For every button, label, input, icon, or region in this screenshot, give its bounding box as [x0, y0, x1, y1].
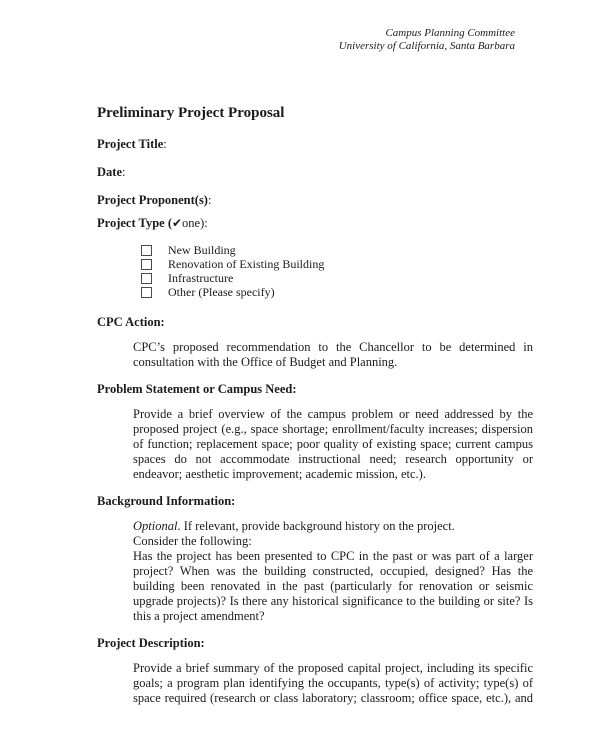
paragraph-text: Provide a brief overview of the campus problem or need addressed by the proposed project (e.g., space shortage; enrollment/faculty increases; dispersion of function; replacement space; poor quality of existing space; current campus spaces do not accommodate instructional need; research opportunity or endeavor; aesthetic improvement; academic mission, etc.).: [133, 407, 533, 481]
checkbox-label: Other (Please specify): [168, 285, 275, 299]
form-field: [97, 164, 533, 180]
field-colon: :: [207, 193, 212, 207]
field-colon: :: [122, 165, 126, 179]
section-list: [97, 315, 533, 706]
section-heading: Project Description:: [97, 636, 205, 650]
checkbox-icon[interactable]: [141, 259, 152, 270]
section-body: [97, 519, 533, 624]
paragraph: [133, 661, 533, 706]
paragraph: [133, 407, 533, 482]
letterhead-line2: University of California, Santa Barbara: [338, 40, 515, 52]
checkbox-icon[interactable]: [141, 273, 152, 284]
paragraph: [133, 549, 533, 624]
checkbox-label: Renovation of Existing Building: [168, 257, 325, 271]
section: [97, 636, 533, 706]
letterhead-line1: Campus Planning Committee: [385, 27, 515, 39]
project-type-label-suffix: one):: [182, 216, 208, 230]
field-label: Date: [97, 165, 122, 179]
paragraph: [133, 534, 533, 549]
checkmark-icon: ✔: [171, 216, 183, 230]
letterhead: [97, 27, 515, 53]
field-label: Project Proponent(s): [97, 193, 208, 207]
section: [97, 494, 533, 624]
paragraph-text-italic: Optional: [133, 519, 178, 533]
document-title: Preliminary Project Proposal: [97, 105, 285, 121]
section: [97, 382, 533, 482]
checkbox-label: New Building: [168, 243, 236, 257]
paragraph-text: Has the project has been presented to CPC in the past or was part of a larger project? When was the building constructed, occupied, designed? Has the building been renovated in the past (particularly for renovation or seismic upgrade projects)? Is there any historical significance to the building or site? Is this a project amendment?: [133, 549, 533, 623]
checkbox-row: [97, 243, 533, 257]
checkbox-icon[interactable]: [141, 245, 152, 256]
paragraph: [133, 519, 533, 534]
section-body: [97, 340, 533, 370]
section-heading: Background Information:: [97, 494, 236, 508]
section-heading: CPC Action:: [97, 315, 165, 329]
project-type-options: [97, 243, 533, 299]
checkbox-label: Infrastructure: [168, 271, 234, 285]
section: [97, 315, 533, 370]
checkbox-icon[interactable]: [141, 287, 152, 298]
field-label: Project Title: [97, 137, 164, 151]
section-body: [97, 407, 533, 482]
project-type-field: [97, 215, 533, 231]
section-heading: Problem Statement or Campus Need:: [97, 382, 297, 396]
checkbox-row: [97, 285, 533, 299]
paragraph-text: CPC’s proposed recommendation to the Chancellor to be determined in consultation with the Office of Budget and Planning.: [133, 340, 533, 369]
field-colon: :: [163, 137, 167, 151]
project-type-label-prefix: Project Type (: [97, 216, 172, 230]
field-list: [97, 136, 533, 208]
form-field: [97, 192, 533, 208]
checkbox-row: [97, 257, 533, 271]
paragraph-text: Consider the following:: [133, 534, 252, 548]
paragraph-text: Provide a brief summary of the proposed capital project, including its specific goals; a program plan identifying the occupants, type(s) of activity; type(s) of space required (research or class laboratory; classroom; office space, etc.), and: [133, 661, 533, 705]
paragraph-text: . If relevant, provide background history on the project.: [177, 519, 455, 533]
paragraph: [133, 340, 533, 370]
checkbox-row: [97, 271, 533, 285]
section-body: [97, 661, 533, 706]
form-field: [97, 136, 533, 152]
